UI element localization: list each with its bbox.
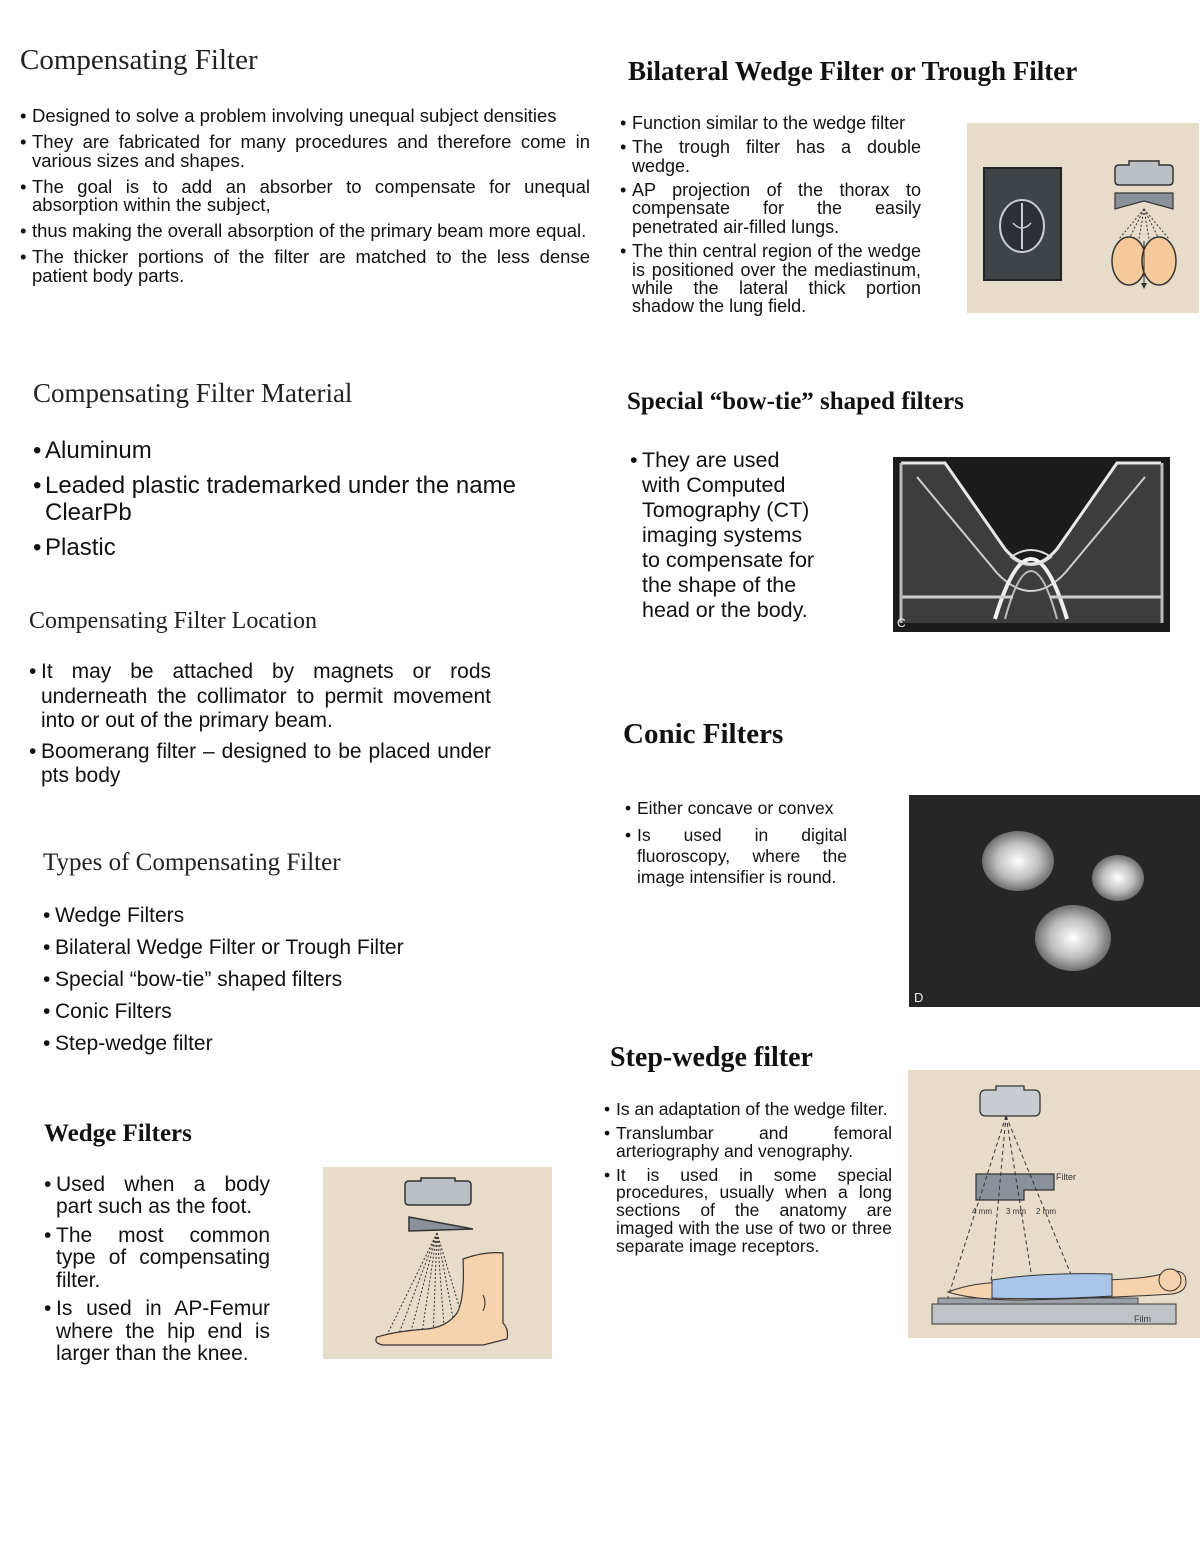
figure-label-d: D [914, 990, 924, 1005]
list-item: • thus making the overall absorption of the primary beam more equal. [20, 222, 590, 241]
filter-label: Filter [1056, 1172, 1076, 1182]
label-4mm: 4 mm [972, 1207, 992, 1216]
bowtie-list [630, 448, 816, 623]
list-item: • Step-wedge filter [43, 1032, 563, 1055]
list-item: • Aluminum [33, 437, 573, 465]
list-item: • Is used in AP-Femur where the hip end is larger than the knee. [44, 1298, 270, 1365]
figure-label-c: C [897, 616, 906, 630]
types-heading: Types of Compensating Filter [43, 849, 341, 876]
film-label: Film [1134, 1314, 1151, 1324]
bowtie-filter-photo [893, 457, 1170, 632]
step-wedge-heading: Step-wedge filter [610, 1042, 813, 1073]
list-item: • Bilateral Wedge Filter or Trough Filter [43, 936, 563, 959]
trough-filter-heading: Bilateral Wedge Filter or Trough Filter [628, 56, 1078, 86]
types-list [43, 904, 563, 1055]
list-item: • Boomerang filter – designed to be placed under pts body [29, 740, 491, 789]
list-item: • Either concave or convex [625, 798, 847, 819]
location-list [29, 660, 491, 789]
list-item: • The goal is to add an absorber to compensate for unequal absorption within the subject, [20, 178, 590, 216]
list-item: • Translumbar and femoral arteriography and venography. [604, 1125, 892, 1161]
wedge-filters-heading: Wedge Filters [44, 1120, 192, 1147]
list-item: • AP projection of the thorax to compensate for the easily penetrated air-filled lungs. [620, 181, 921, 236]
list-item: • Conic Filters [43, 1000, 563, 1023]
list-item: • The trough filter has a double wedge. [620, 138, 921, 175]
conic-filters-heading: Conic Filters [623, 718, 784, 750]
wedge-filter-foot-figure [323, 1167, 552, 1359]
trough-filter-list [620, 114, 921, 316]
material-list [33, 437, 573, 561]
list-item: • The thin central region of the wedge is positioned over the mediastinum, while the lateral thick portion shadow the lung field. [620, 242, 921, 315]
label-2mm: 2 mm [1036, 1207, 1056, 1216]
list-item: • They are fabricated for many procedures and therefore come in various sizes and shapes. [20, 133, 590, 171]
compensating-filter-heading: Compensating Filter [20, 44, 258, 76]
list-item: • Function similar to the wedge filter [620, 114, 921, 132]
list-item: • Is an adaptation of the wedge filter. [604, 1101, 892, 1119]
list-item: • Is used in digital fluoroscopy, where the image intensifier is round. [625, 825, 847, 888]
conic-filters-photo [909, 795, 1200, 1007]
list-item: • It may be attached by magnets or rods underneath the collimator to permit movement into or out of the primary beam. [29, 660, 491, 734]
step-wedge-list [604, 1101, 892, 1256]
list-item: • It is used in some special procedures, usually when a long sections of the anatomy are imaged with the use of two or three separate image receptors. [604, 1167, 892, 1256]
list-item: • Special “bow-tie” shaped filters [43, 968, 563, 991]
list-item: • They are used with Computed Tomography (CT) imaging systems to compensate for the shape of the head or the body. [630, 448, 816, 623]
step-wedge-diagram [908, 1070, 1200, 1338]
trough-filter-thorax-figure [967, 123, 1199, 313]
list-item: • Leaded plastic trademarked under the name ClearPb [33, 472, 573, 527]
list-item: • Used when a body part such as the foot. [44, 1174, 270, 1219]
label-3mm: 3 mm [1006, 1207, 1026, 1216]
list-item: • The most common type of compensating filter. [44, 1225, 270, 1292]
material-heading: Compensating Filter Material [33, 378, 353, 408]
bowtie-heading: Special “bow-tie” shaped filters [627, 388, 964, 415]
conic-filters-list [625, 798, 847, 888]
list-item: • Plastic [33, 534, 573, 562]
wedge-filters-list [44, 1174, 270, 1366]
compensating-filter-list [20, 107, 590, 286]
location-heading: Compensating Filter Location [29, 608, 317, 634]
list-item: • Wedge Filters [43, 904, 563, 927]
list-item: • Designed to solve a problem involving unequal subject densities [20, 107, 590, 126]
list-item: • The thicker portions of the filter are matched to the less dense patient body parts. [20, 248, 590, 286]
